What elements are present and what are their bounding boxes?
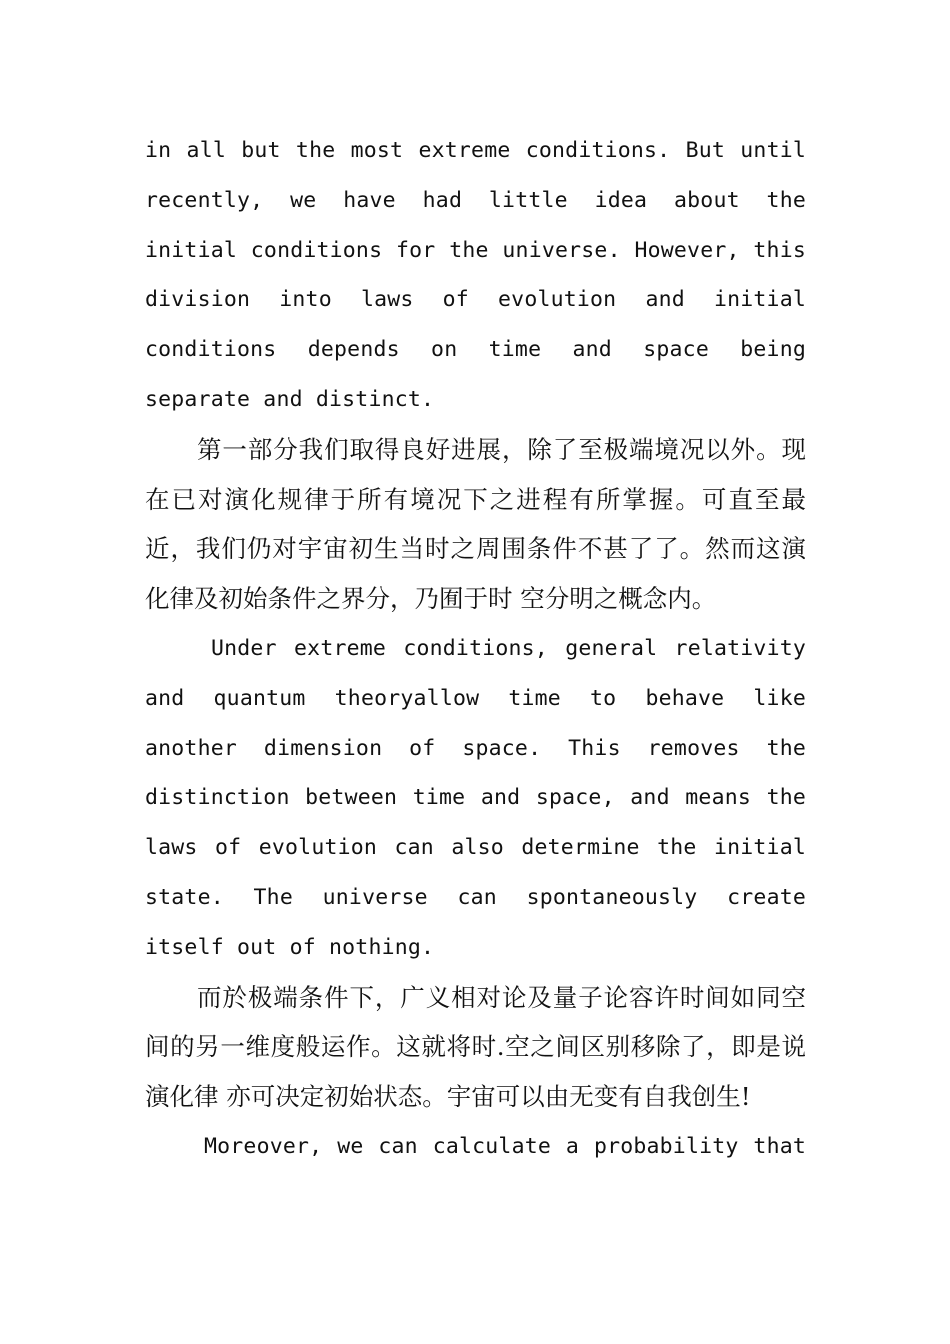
page-body	[145, 126, 806, 1172]
english-paragraph-1: in all but the most extreme conditions. But until recently, we have had little idea about the initial conditions for the universe. However, this division into laws of evolution and initial conditions depends on time and space being separate and distinct.	[145, 138, 806, 412]
english-paragraph-3: Moreover, we can calculate a probability that	[204, 1133, 806, 1159]
chinese-paragraph-2: 而於极端条件下，广义相对论及量子论容许时间如同空间的另一维度般运作。这就将时.空之间区别移除了，即是说演化律 亦可决定初始状态。宇宙可以由无变有自我创生!	[145, 982, 806, 1112]
english-paragraph-2: Under extreme conditions, general relativity and quantum theoryallow time to behave like another dimension of space. This removes the distinction between time and space, and means the laws of evolution can also determine the initial state. The universe can spontaneously create itself out of nothing.	[145, 635, 806, 960]
chinese-paragraph-1: 第一部分我们取得良好进展，除了至极端境况以外。现在已对演化规律于所有境况下之进程有所掌握。可直至最近，我们仍对宇宙初生当时之周围条件不甚了了。然而这演化律及初始条件之界分，乃囿于时 空分明之概念内。	[145, 434, 806, 614]
